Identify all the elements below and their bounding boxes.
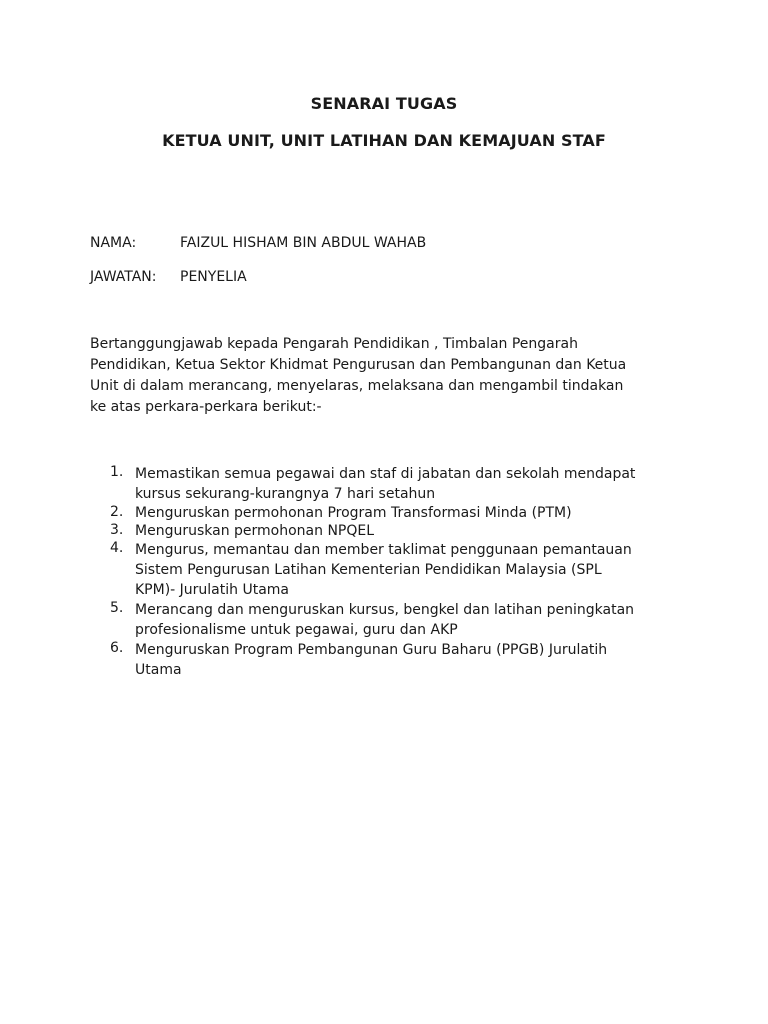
- duty-item: [110, 640, 690, 680]
- duty-text: Sistem Pengurusan Latihan Kementerian Pendidikan Malaysia (SPL: [135, 562, 602, 578]
- duty-text: KPM)- Jurulatih Utama: [135, 582, 289, 598]
- duty-text: Memastikan semua pegawai dan staf di jabatan dan sekolah mendapat: [135, 466, 636, 482]
- duty-number: 6.: [110, 640, 124, 656]
- intro-line: ke atas perkara-perkara berikut:-: [90, 399, 322, 415]
- intro-line: Pendidikan, Ketua Sektor Khidmat Pengurusan dan Pembangunan dan Ketua: [90, 357, 627, 373]
- duty-item: [110, 600, 690, 640]
- duty-number: 4.: [110, 540, 124, 556]
- duty-item: [110, 522, 690, 540]
- duty-number: 5.: [110, 600, 124, 616]
- name-label: NAMA:: [90, 235, 137, 251]
- duty-text: Menguruskan Program Pembangunan Guru Baharu (PPGB) Jurulatih: [135, 642, 608, 658]
- duty-text: profesionalisme untuk pegawai, guru dan AKP: [135, 622, 458, 638]
- duty-text: Mengurus, memantau dan member taklimat penggunaan pemantauan: [135, 542, 632, 558]
- position-field: [90, 269, 247, 285]
- document-title: SENARAI TUGAS: [310, 94, 458, 113]
- duty-item: [110, 504, 690, 522]
- duty-text: Utama: [135, 662, 182, 678]
- duty-text: Menguruskan permohonan NPQEL: [135, 523, 375, 539]
- duty-number: 1.: [110, 464, 124, 480]
- position-value: PENYELIA: [180, 269, 247, 285]
- duty-text: kursus sekurang-kurangnya 7 hari setahun: [135, 486, 436, 502]
- duty-text: Menguruskan permohonan Program Transformasi Minda (PTM): [135, 505, 572, 521]
- duty-text: Merancang dan menguruskan kursus, bengkel dan latihan peningkatan: [135, 602, 635, 618]
- duty-item: [110, 540, 690, 600]
- intro-paragraph: [90, 334, 690, 418]
- duty-item: [110, 464, 690, 504]
- position-label: JAWATAN:: [90, 269, 157, 285]
- document-subtitle: KETUA UNIT, UNIT LATIHAN DAN KEMAJUAN STAF: [162, 131, 606, 150]
- intro-line: Bertanggungjawab kepada Pengarah Pendidikan , Timbalan Pengarah: [90, 336, 578, 352]
- intro-line: Unit di dalam merancang, menyelaras, melaksana dan mengambil tindakan: [90, 378, 624, 394]
- duty-number: 2.: [110, 504, 124, 520]
- name-field: [90, 235, 426, 251]
- duties-list: [110, 464, 690, 680]
- name-value: FAIZUL HISHAM BIN ABDUL WAHAB: [180, 235, 427, 251]
- duty-number: 3.: [110, 522, 124, 538]
